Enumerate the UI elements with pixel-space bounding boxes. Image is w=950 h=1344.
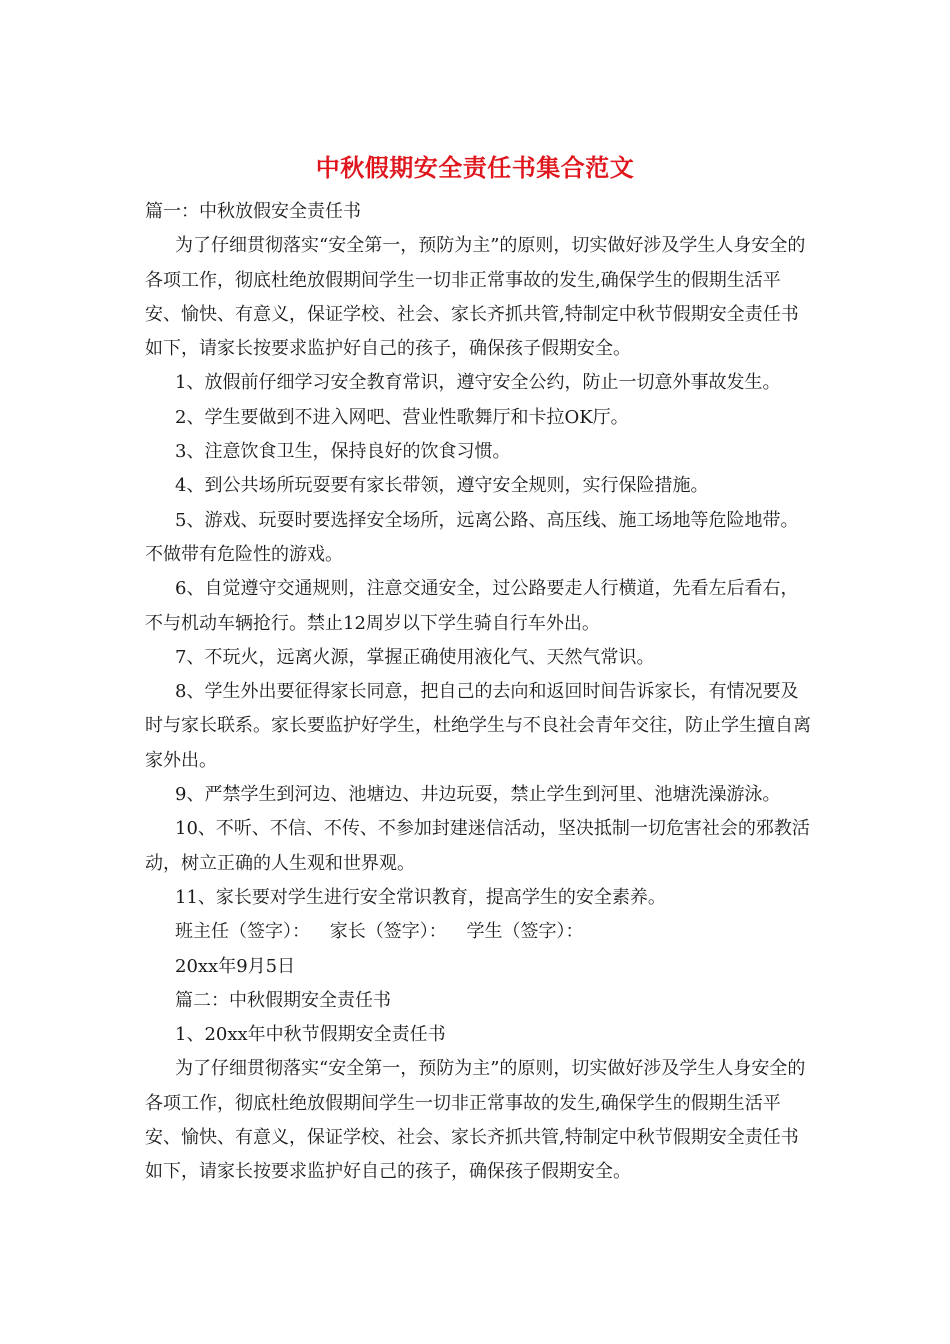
section-subheading: 1、20xx年中秋节假期安全责任书 <box>175 1024 446 1046</box>
rule-item: 9、严禁学生到河边、池塘边、井边玩耍，禁止学生到河里、池塘洗澡游泳。 <box>175 784 781 806</box>
student-signature-label: 学生（签字）： <box>466 921 584 943</box>
rule-item: 11、家长要对学生进行安全常识教育，提高学生的安全素养。 <box>175 886 666 908</box>
rule-item: 3、注意饮食卫生，保持良好的饮食习惯。 <box>175 441 511 463</box>
rule-item: 1、放假前仔细学习安全教育常识，遵守安全公约，防止一切意外事故发生。 <box>175 372 781 394</box>
rule-item: 7、不玩火，远离火源，掌握正确使用液化气、天然气常识。 <box>175 646 655 668</box>
rule-item: 10、不听、不信、不传、不参加封建迷信活动，坚决抵制一切危害社会的邪教活动，树立正确的人生观和世界观。 <box>145 818 810 874</box>
section-heading: 篇二：中秋假期安全责任书 <box>175 989 391 1011</box>
rule-item: 5、游戏、玩耍时要选择安全场所，远离公路、高压线、施工场地等危险地带。不做带有危险性的游戏。 <box>145 509 799 565</box>
teacher-signature-label: 班主任（签字）： <box>175 921 310 943</box>
rule-item: 4、到公共场所玩耍要有家长带领，遵守安全规则，实行保险措施。 <box>175 475 709 497</box>
document-title: 中秋假期安全责任书集合范文 <box>315 153 635 182</box>
intro-paragraph: 为了仔细贯彻落实“安全第一，预防为主”的原则，切实做好涉及学生人身安全的各项工作，彻底杜绝放假期间学生一切非正常事故的发生,确保学生的假期生活平安、愉快、有意义，保证学校、社会、家长齐抓共管,特制定中秋节假期安全责任书如下，请家长按要求监护好自己的孩子，确保孩子假期安全。 <box>145 235 806 360</box>
rule-item: 2、学生要做到不进入网吧、营业性歌舞厅和卡拉OK厅。 <box>175 406 629 428</box>
section-heading: 篇一：中秋放假安全责任书 <box>145 201 361 222</box>
document-date: 20xx年9月5日 <box>175 955 296 977</box>
parent-signature-label: 家长（签字）： <box>329 921 447 943</box>
document-body <box>145 195 813 1190</box>
intro-paragraph: 为了仔细贯彻落实“安全第一，预防为主”的原则，切实做好涉及学生人身安全的各项工作，彻底杜绝放假期间学生一切非正常事故的发生,确保学生的假期生活平安、愉快、有意义，保证学校、社会、家长齐抓共管,特制定中秋节假期安全责任书如下，请家长按要求监护好自己的孩子，确保孩子假期安全。 <box>145 1058 806 1183</box>
rule-item: 8、学生外出要征得家长同意，把自己的去向和返回时间告诉家长，有情况要及时与家长联系。家长要监护好学生，杜绝学生与不良社会青年交往，防止学生擅自离家外出。 <box>145 681 811 771</box>
rule-item: 6、自觉遵守交通规则，注意交通安全，过公路要走人行横道，先看左后看右，不与机动车辆抢行。禁止12周岁以下学生骑自行车外出。 <box>145 578 799 634</box>
signature-line <box>145 915 813 949</box>
